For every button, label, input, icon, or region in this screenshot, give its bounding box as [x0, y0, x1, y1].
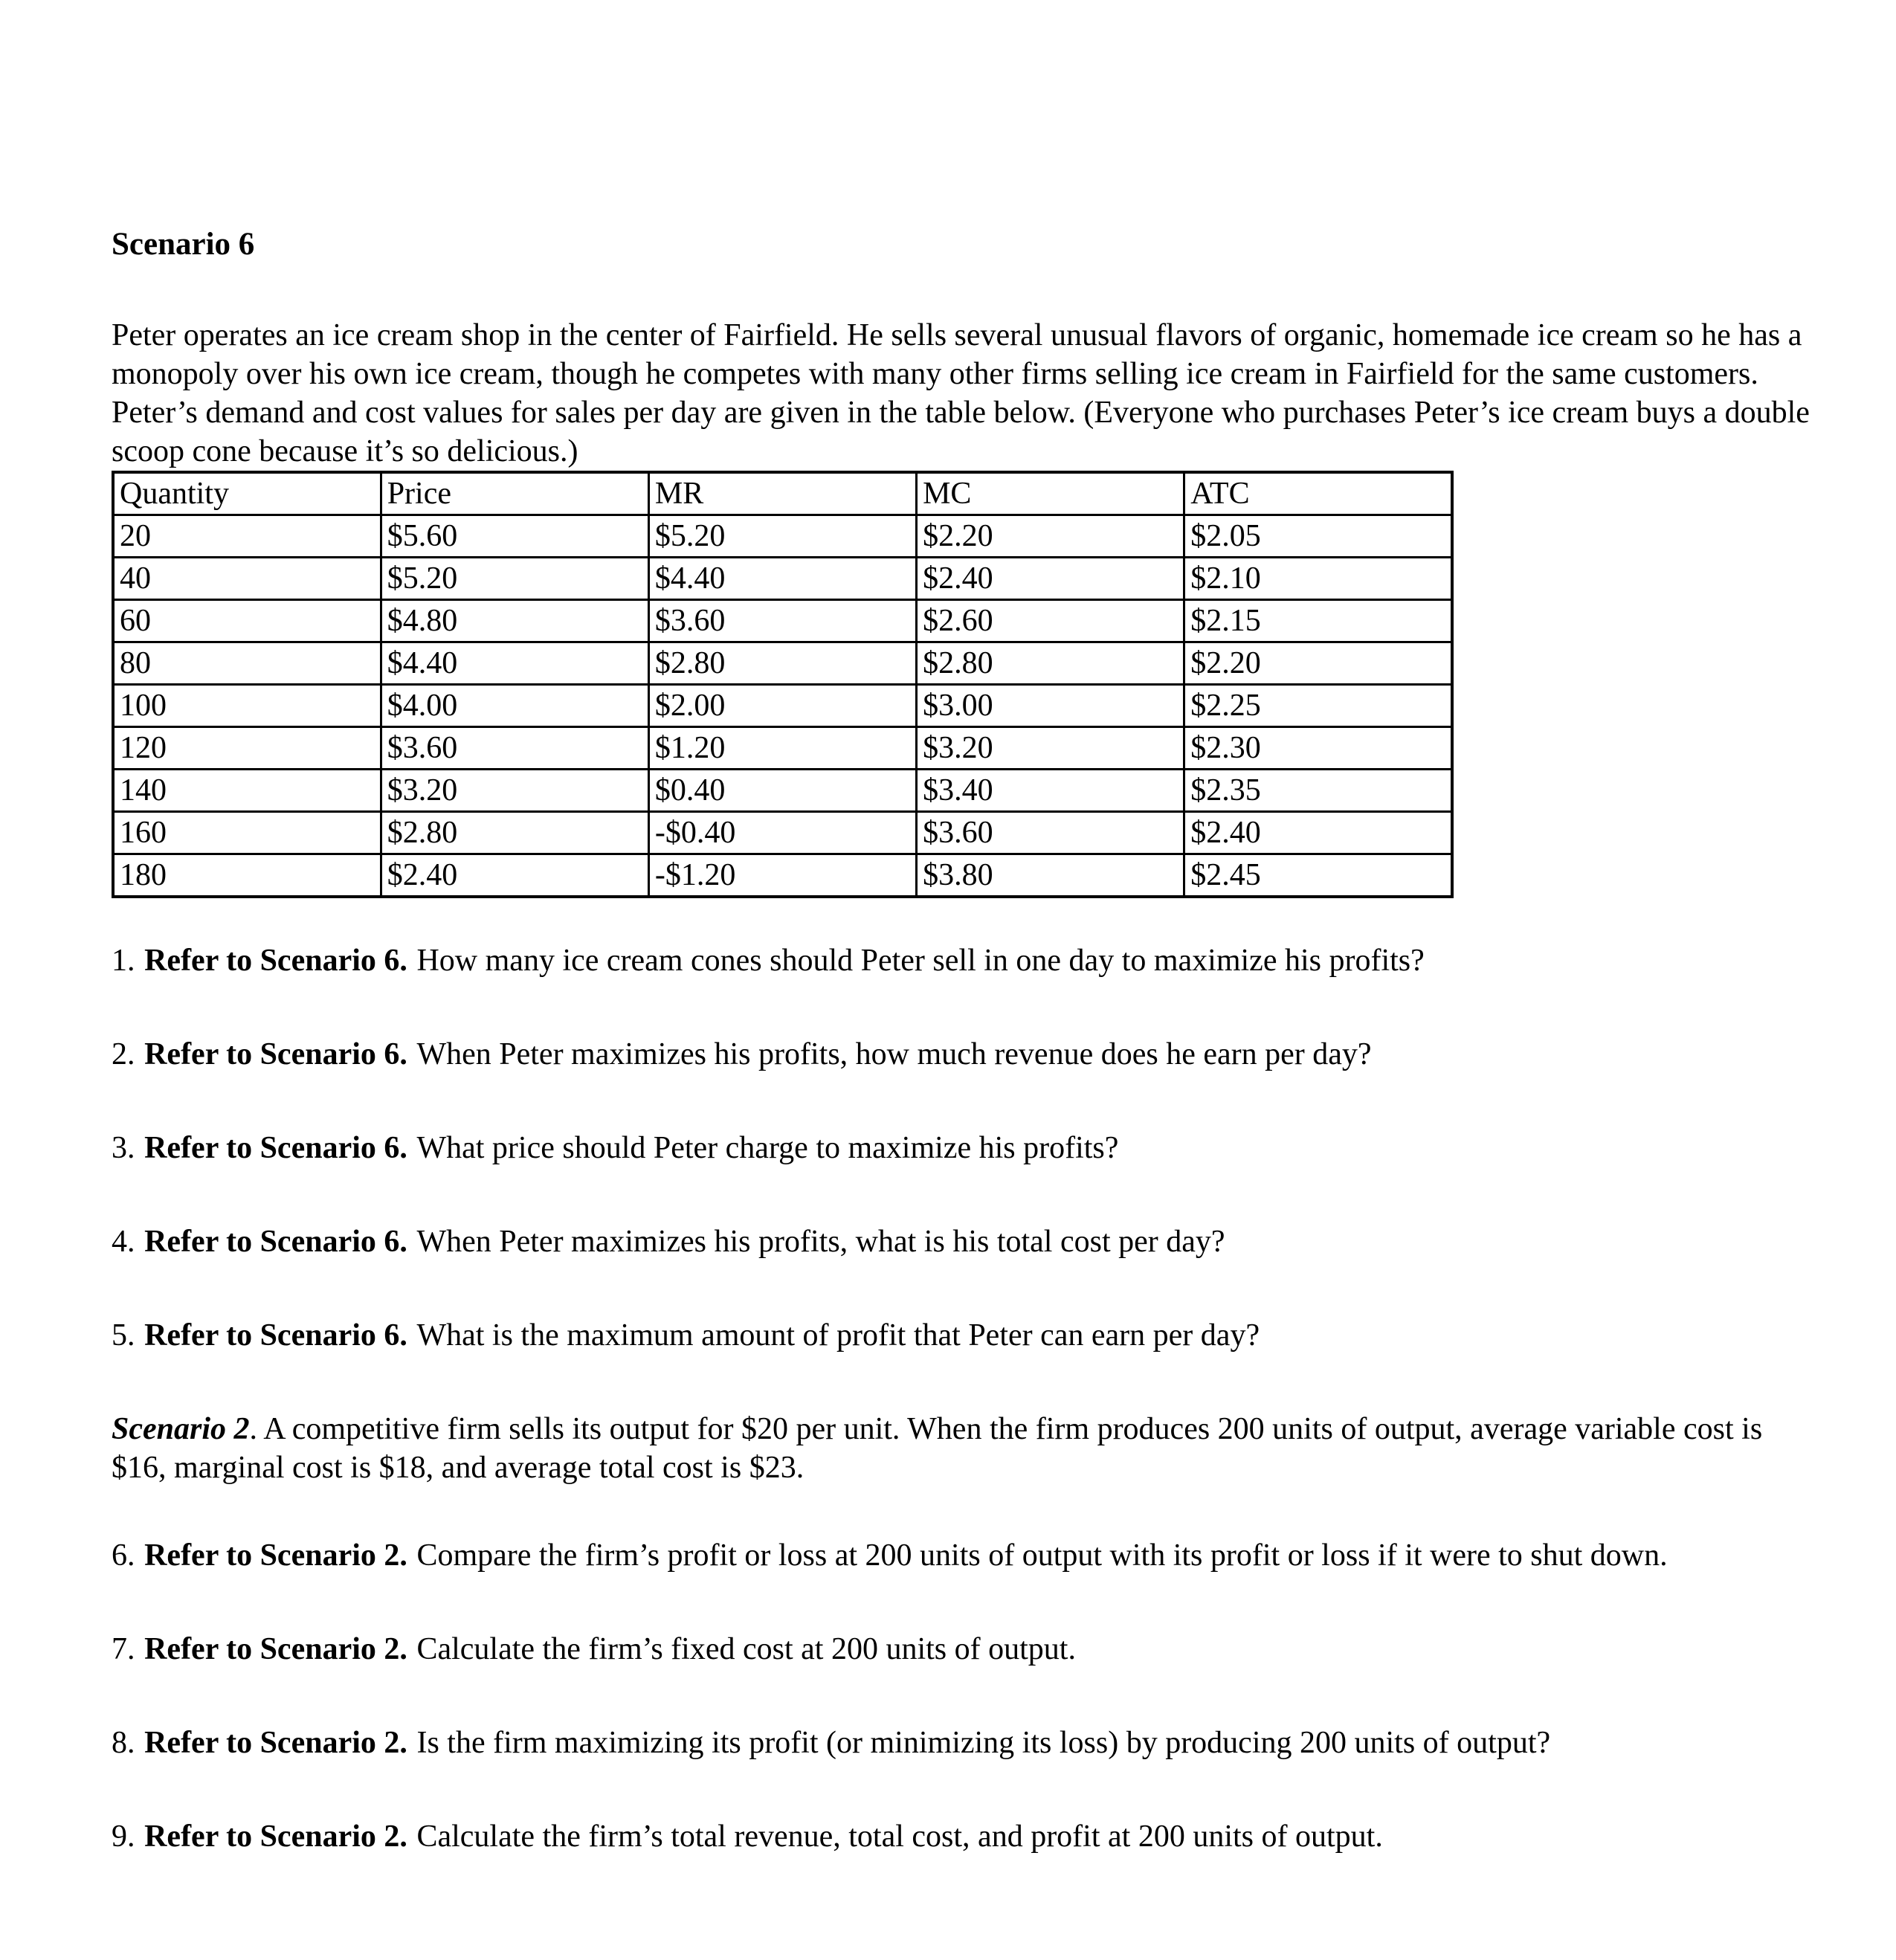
table-row [113, 727, 1452, 770]
question-reference: Refer to Scenario 6. [144, 944, 407, 978]
table-cell: $4.40 [381, 642, 648, 685]
table-cell: $2.80 [917, 642, 1184, 685]
table-cell: $1.20 [648, 727, 916, 770]
question-number: 6. [112, 1538, 135, 1573]
table-cell: 160 [113, 812, 381, 854]
question-8 [112, 1724, 1822, 1762]
table-row [113, 558, 1452, 600]
table-cell: -$0.40 [648, 812, 916, 854]
table-cell: $3.60 [648, 600, 916, 642]
table-cell: $0.40 [648, 770, 916, 812]
question-number: 2. [112, 1037, 135, 1071]
header-atc: ATC [1184, 472, 1452, 515]
question-number: 4. [112, 1225, 135, 1259]
table-cell: 180 [113, 854, 381, 897]
table-cell: 60 [113, 600, 381, 642]
table-cell: -$1.20 [648, 854, 916, 897]
scenario6-title: Scenario 6 [112, 227, 255, 262]
header-mc: MC [917, 472, 1184, 515]
table-cell: 40 [113, 558, 381, 600]
scenario6-intro-paragraph: Peter operates an ice cream shop in the center of Fairfield. He sells several unusual flavors of organic, homemade ice cream so he has a monopoly over his own ice cream, though he competes with many other firms selling ice cream in Fairfield for the same customers. Peter’s demand and cost values for sales per day are given in the table below. (Everyone who purchases Peter’s ice cream buys a double scoop cone because it’s so delicious.) [112, 318, 1810, 468]
question-text: What is the maximum amount of profit that Peter can earn per day? [416, 1318, 1260, 1353]
table-cell: $4.40 [648, 558, 916, 600]
table-cell: $2.25 [1184, 685, 1452, 727]
header-price: Price [381, 472, 648, 515]
table-body [113, 515, 1452, 897]
table-cell: $2.10 [1184, 558, 1452, 600]
question-text: Calculate the firm’s total revenue, total cost, and profit at 200 units of output. [416, 1819, 1383, 1854]
table-cell: $2.45 [1184, 854, 1452, 897]
table-row [113, 854, 1452, 897]
question-1 [112, 941, 1822, 980]
question-number: 5. [112, 1318, 135, 1353]
question-number: 9. [112, 1819, 135, 1854]
table-cell: $2.80 [381, 812, 648, 854]
table-cell: $2.20 [1184, 642, 1452, 685]
table-row [113, 812, 1452, 854]
question-text: How many ice cream cones should Peter sell in one day to maximize his profits? [416, 944, 1425, 978]
table-cell: $5.20 [381, 558, 648, 600]
question-text: What price should Peter charge to maximize his profits? [416, 1131, 1119, 1165]
table-cell: $3.20 [917, 727, 1184, 770]
question-reference: Refer to Scenario 2. [144, 1632, 407, 1666]
table-cell: $4.00 [381, 685, 648, 727]
table-cell: $3.80 [917, 854, 1184, 897]
table-header-row [113, 472, 1452, 515]
header-mr: MR [648, 472, 916, 515]
question-9 [112, 1817, 1822, 1856]
table-cell: $3.40 [917, 770, 1184, 812]
table-cell: $3.20 [381, 770, 648, 812]
table-cell: 80 [113, 642, 381, 685]
table-cell: $2.40 [1184, 812, 1452, 854]
question-text: Is the firm maximizing its profit (or minimizing its loss) by producing 200 units of output? [416, 1726, 1551, 1760]
table-cell: 120 [113, 727, 381, 770]
header-quantity: Quantity [113, 472, 381, 515]
table-cell: $3.60 [381, 727, 648, 770]
table-cell: $2.40 [917, 558, 1184, 600]
question-text: When Peter maximizes his profits, what is his total cost per day? [416, 1225, 1225, 1259]
table-cell: $3.00 [917, 685, 1184, 727]
table-cell: $2.40 [381, 854, 648, 897]
question-7 [112, 1630, 1822, 1669]
table-row [113, 515, 1452, 558]
question-text: When Peter maximizes his profits, how much revenue does he earn per day? [416, 1037, 1372, 1071]
table-cell: $2.00 [648, 685, 916, 727]
question-5 [112, 1316, 1822, 1355]
table-cell: $5.20 [648, 515, 916, 558]
demand-cost-table [112, 471, 1454, 898]
scenario2-intro-paragraph [112, 1410, 1822, 1487]
table-row [113, 642, 1452, 685]
question-reference: Refer to Scenario 6. [144, 1318, 407, 1353]
question-reference: Refer to Scenario 2. [144, 1538, 407, 1573]
table-cell: $2.05 [1184, 515, 1452, 558]
question-3 [112, 1129, 1822, 1167]
question-text: Calculate the firm’s fixed cost at 200 units of output. [416, 1632, 1076, 1666]
table-cell: 20 [113, 515, 381, 558]
question-4 [112, 1222, 1822, 1261]
question-text: Compare the firm’s profit or loss at 200 units of output with its profit or loss if it were to shut down. [416, 1538, 1668, 1573]
question-reference: Refer to Scenario 2. [144, 1819, 407, 1854]
scenario2-label: Scenario 2 [112, 1412, 250, 1446]
table-cell: $2.30 [1184, 727, 1452, 770]
question-reference: Refer to Scenario 6. [144, 1225, 407, 1259]
table-row [113, 685, 1452, 727]
table-cell: $2.35 [1184, 770, 1452, 812]
table-cell: $2.80 [648, 642, 916, 685]
question-reference: Refer to Scenario 6. [144, 1131, 407, 1165]
table-cell: $2.15 [1184, 600, 1452, 642]
question-2 [112, 1035, 1822, 1074]
question-reference: Refer to Scenario 2. [144, 1726, 407, 1760]
table-cell: 100 [113, 685, 381, 727]
table-cell: $4.80 [381, 600, 648, 642]
table-cell: $3.60 [917, 812, 1184, 854]
table-cell: $5.60 [381, 515, 648, 558]
question-reference: Refer to Scenario 6. [144, 1037, 407, 1071]
table-cell: 140 [113, 770, 381, 812]
question-number: 8. [112, 1726, 135, 1760]
question-number: 1. [112, 944, 135, 978]
table-header [113, 472, 1452, 515]
question-number: 3. [112, 1131, 135, 1165]
question-number: 7. [112, 1632, 135, 1666]
scenario2-intro-text: . A competitive firm sells its output for $20 per unit. When the firm produces 200 units of output, average variable cost is $16, marginal cost is $18, and average total cost is $23. [112, 1412, 1763, 1485]
table-row [113, 600, 1452, 642]
table-row [113, 770, 1452, 812]
table-cell: $2.20 [917, 515, 1184, 558]
table-cell: $2.60 [917, 600, 1184, 642]
question-6 [112, 1536, 1822, 1575]
